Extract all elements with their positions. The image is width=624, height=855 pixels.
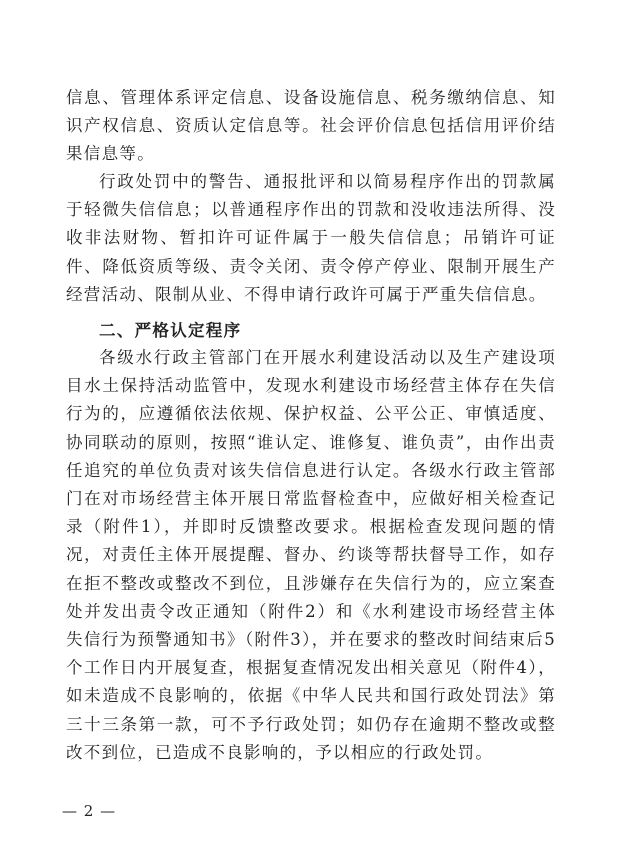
paragraph-3: 各级水行政主管部门在开展水利建设活动以及生产建设项目水土保持活动监管中，发现水利建设市场经营主体存在失信行为的，应遵循依法依规、保护权益、公平公正、审慎适度、协同联动的原则，按照“谁认定、谁修复、谁负责”，由作出责任追究的单位负责对该失信信息进行认定。各级水行政主管部门在对市场经营主体开展日常监督检查中，应做好相关检查记录（附件1），并即时反馈整改要求。根据检查发现问题的情况，对责任主体开展提醒、督办、约谈等帮扶督导工作，如存在拒不整改或整改不到位，且涉嫌存在失信行为的，应立案查处并发出责令改正通知（附件2）和《水利建设市场经营主体失信行为预警通知书》（附件3），并在要求的整改时间结束后5个工作日内开展复查，根据复查情况发出相关意见（附件4），如未造成不良影响的，依据《中华人民共和国行政处罚法》第三十三条第一款，可不予行政处罚；如仍存在逾期不整改或整改不到位，已造成不良影响的，予以相应的行政处罚。 [66, 348, 556, 762]
paragraph-2: 行政处罚中的警告、通报批评和以简易程序作出的罚款属于轻微失信信息；以普通程序作出的罚款和没收违法所得、没收非法财物、暂扣许可证件属于一般失信信息；吊销许可证件、降低资质等级、责令关闭、责令停产停业、限制开展生产经营活动、限制从业、不得申请行政许可属于严重失信信息。 [66, 172, 556, 304]
page-number: — 2 — [62, 802, 117, 820]
paragraph-1: 信息、管理体系评定信息、设备设施信息、税务缴纳信息、知识产权信息、资质认定信息等。社会评价信息包括信用评价结果信息等。 [66, 88, 556, 164]
section-heading: 二、严格认定程序 [99, 321, 242, 340]
